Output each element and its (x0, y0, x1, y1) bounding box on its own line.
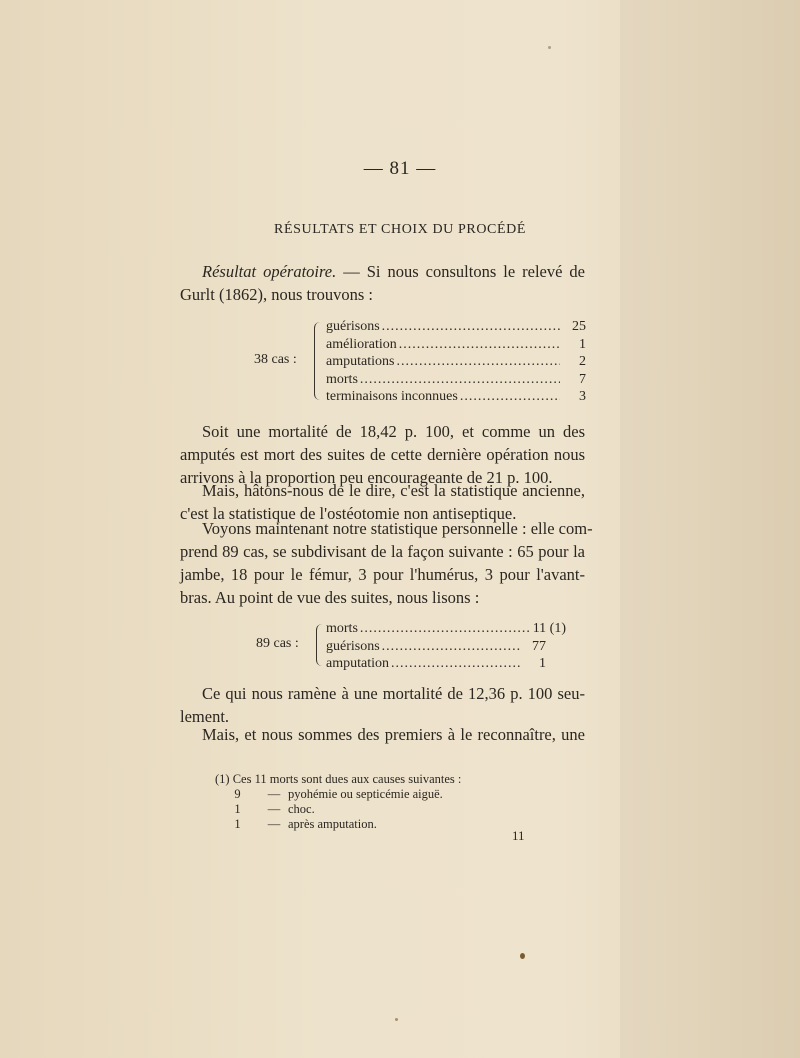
table2-row: guérisons ..... 77 (326, 638, 546, 656)
table2-brace (316, 624, 323, 666)
table1 (326, 318, 586, 406)
table2 (326, 620, 566, 673)
text-line: lement. (180, 707, 230, 726)
paper-speck (520, 953, 525, 959)
footnote-row: 1 — choc. (234, 802, 315, 816)
intro-line-2: Gurlt (1862), nous trouvons : (180, 285, 373, 304)
text-line: c'est la statistique de l'ostéotomie non antiseptique. (180, 504, 517, 523)
text-line: Mais, et nous sommes des premiers à le reconnaître, une (202, 725, 585, 744)
text-line: prend 89 cas, se subdivisant de la façon suivante : 65 pour la (180, 542, 585, 561)
paper-speck (548, 46, 551, 49)
text-line: arrivons à la proportion peu encourageante de 21 p. 100. (180, 468, 553, 487)
table1-label: 38 cas : (254, 352, 297, 367)
text-line: amputés est mort des suites de cette dernière opération nous (180, 445, 585, 464)
text-line: Soit une mortalité de 18,42 p. 100, et comme un des (202, 422, 585, 441)
paper-speck (395, 1018, 398, 1021)
text-line: Ce qui nous ramène à une mortalité de 12,36 p. 100 seu- (202, 684, 585, 703)
intro-italic-lead: Résultat opératoire. (202, 262, 337, 281)
table1-brace (314, 322, 321, 400)
table1-row: amputations ..... 2 (326, 353, 586, 371)
table1-row: guérisons ..... 25 (326, 318, 586, 336)
text-line: Voyons maintenant notre statistique personnelle : elle com- (202, 519, 593, 538)
table1-row: amélioration ..... 1 (326, 336, 586, 354)
table2-label: 89 cas : (256, 636, 299, 651)
paragraph-5 (180, 682, 585, 728)
table2-row: amputation ..... 1 (326, 655, 546, 673)
intro-line-1 (180, 260, 585, 283)
intro-line-1-rest: — Si nous consultons le relevé de (336, 262, 586, 281)
text-line: jambe, 18 pour le fémur, 3 pour l'humérus, 3 pour l'avant- (180, 565, 585, 584)
footnote-row: 1 — après amputation. (234, 817, 377, 831)
paragraph-6 (180, 723, 585, 746)
intro-paragraph (180, 260, 585, 306)
signature-mark: 11 (512, 828, 525, 843)
footnote-row: 9 — pyohémie ou septicémie aiguë. (234, 787, 443, 801)
table1-row: terminaisons inconnues ..... 3 (326, 388, 586, 406)
footnote-intro: (1) Ces 11 morts sont dues aux causes suivantes : (215, 772, 462, 786)
text-line: bras. Au point de vue des suites, nous lisons : (180, 588, 480, 607)
footnote (215, 772, 461, 832)
page-number: — 81 — (363, 158, 437, 179)
table2-row: morts ..... 11 (1) (326, 620, 566, 638)
section-title: RÉSULTATS ET CHOIX DU PROCÉDÉ (274, 222, 526, 237)
text-line: Mais, hâtons-nous de le dire, c'est la statistique ancienne, (202, 481, 585, 500)
paragraph-4 (180, 517, 593, 609)
table1-row: morts ..... 7 (326, 371, 586, 389)
